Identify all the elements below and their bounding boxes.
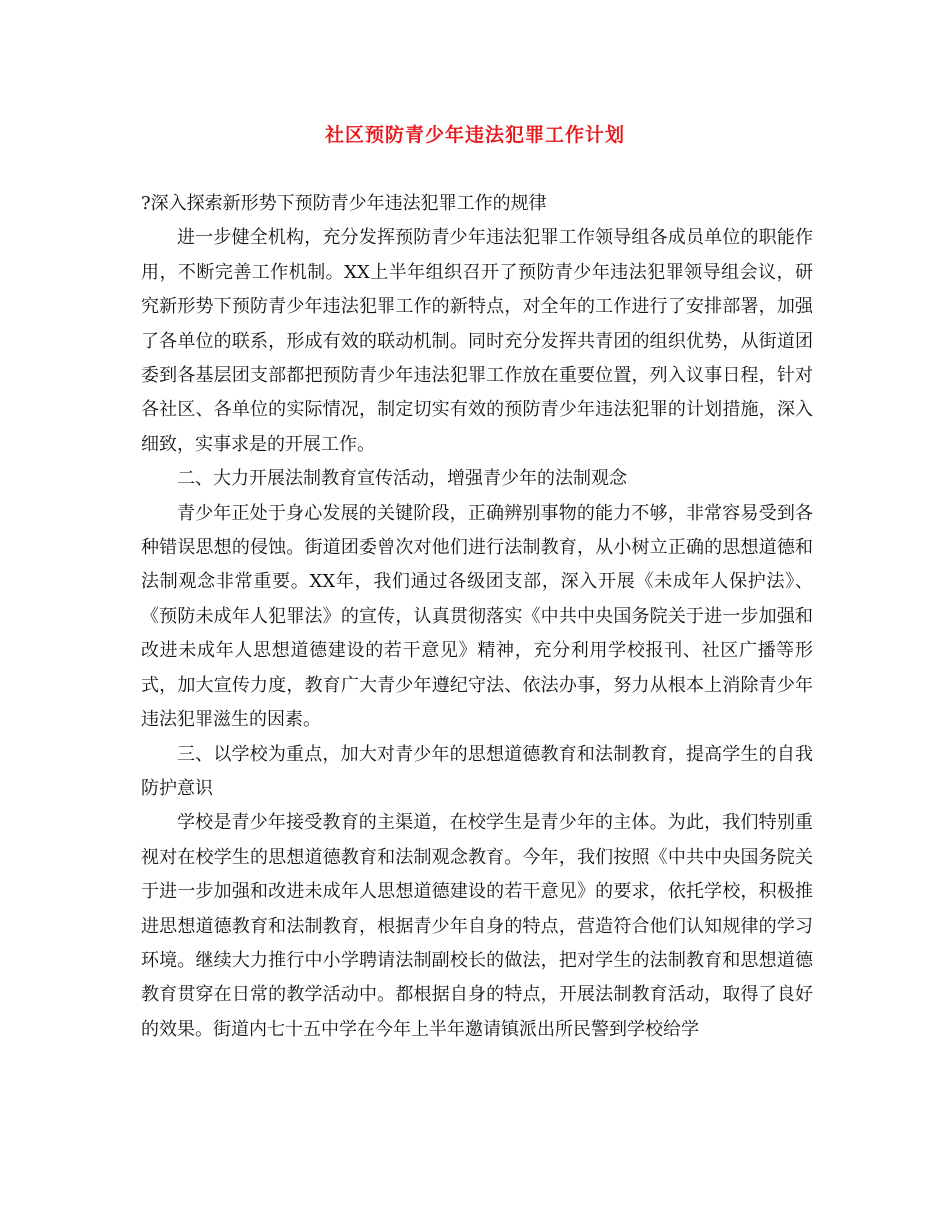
- document-title: 社区预防青少年违法犯罪工作计划: [324, 124, 625, 146]
- paragraph: 青少年正处于身心发展的关键阶段，正确辨别事物的能力不够，非常容易受到各种错误思想的侵蚀。街道团委曾次对他们进行法制教育，从小树立正确的思想道德和法制观念非常重要。XX年，我们通过各级团支部，深入开展《未成年人保护法》、《预防未成年人犯罪法》的宣传，认真贯彻落实《中共中央国务院关于进一步加强和改进未成年人思想道德建设的若干意见》精神，充分利用学校报刊、社区广播等形式，加大宣传力度，教育广大青少年遵纪守法、依法办事，努力从根本上消除青少年违法犯罪滋生的因素。: [141, 502, 813, 731]
- paragraph-section-heading: 三、以学校为重点，加大对青少年的思想道德教育和法制教育，提高学生的自我防护意识: [141, 743, 813, 799]
- paragraph: 进一步健全机构，充分发挥预防青少年违法犯罪工作领导组各成员单位的职能作用，不断完善工作机制。XX上半年组织召开了预防青少年违法犯罪领导组会议，研究新形势下预防青少年违法犯罪工作的新特点，对全年的工作进行了安排部署，加强了各单位的联系，形成有效的联动机制。同时充分发挥共青团的组织优势，从街道团委到各基层团支部都把预防青少年违法犯罪工作放在重要位置，列入议事日程，针对各社区、各单位的实际情况，制定切实有效的预防青少年违法犯罪的计划措施，深入细致，实事求是的开展工作。: [141, 227, 813, 455]
- paragraph-section-heading: ?深入探索新形势下预防青少年违法犯罪工作的规律: [141, 193, 547, 214]
- document-body: [141, 187, 813, 1047]
- paragraph: 学校是青少年接受教育的主渠道，在校学生是青少年的主体。为此，我们特别重视对在校学生的思想道德教育和法制观念教育。今年，我们按照《中共中央国务院关于进一步加强和改进未成年人思想道德建设的若干意见》的要求，依托学校，积极推进思想道德教育和法制教育，根据青少年自身的特点，营造符合他们认知规律的学习环境。继续大力推行中小学聘请法制副校长的做法，把对学生的法制教育和思想道德教育贯穿在日常的教学活动中。都根据自身的特点，开展法制教育活动，取得了良好的效果。街道内七十五中学在今年上半年邀请镇派出所民警到学校给学: [141, 812, 813, 1040]
- paragraph-section-heading: 二、大力开展法制教育宣传活动，增强青少年的法制观念: [177, 468, 627, 490]
